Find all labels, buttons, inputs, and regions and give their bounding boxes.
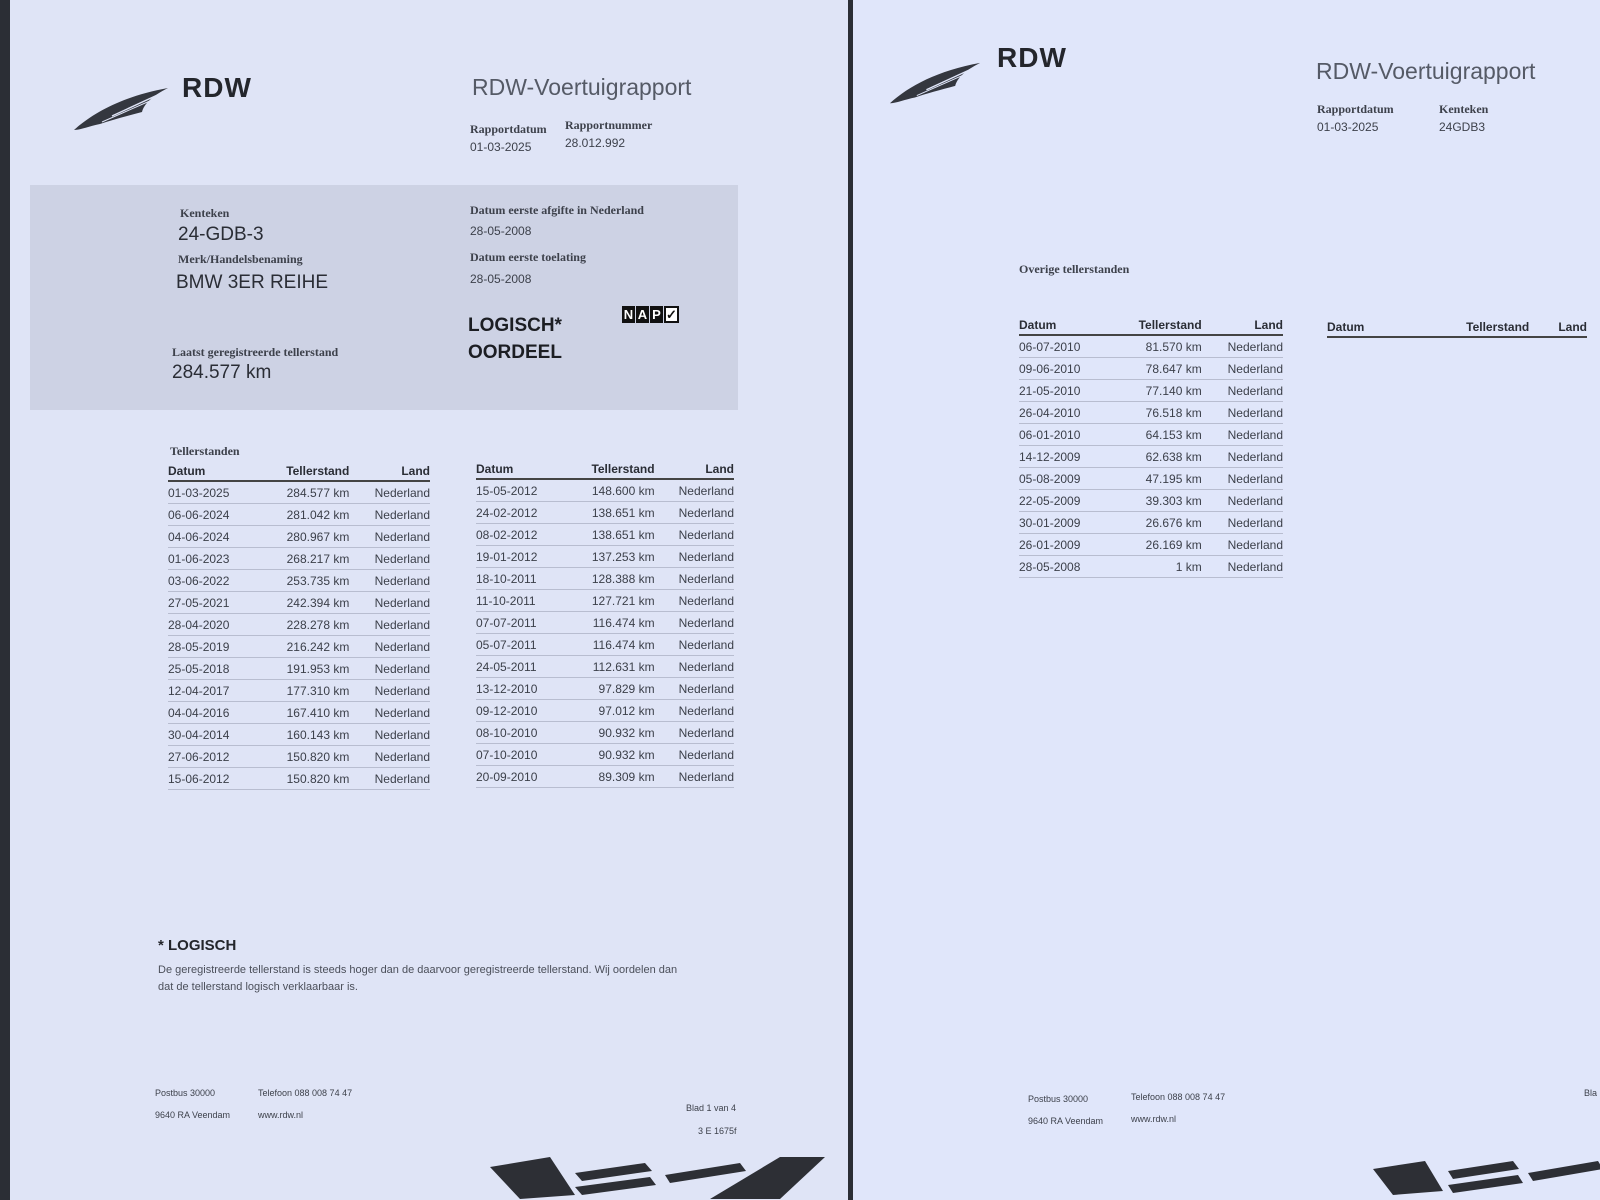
cell-tellerstand: 150.820 km: [257, 768, 349, 790]
cell-tellerstand: 216.242 km: [257, 636, 349, 658]
cell-datum: 06-07-2010: [1019, 335, 1109, 358]
kenteken-value: 24GDB3: [1439, 120, 1486, 134]
table-row: [168, 614, 430, 636]
rapportnummer-label: Rapportnummer: [565, 118, 653, 132]
nap-letter-a: A: [637, 307, 648, 322]
rapportdatum-value: 01-03-2025: [1317, 120, 1379, 134]
cell-datum: 28-04-2020: [168, 614, 257, 636]
table-row: [168, 768, 430, 790]
cell-datum: 28-05-2008: [1019, 556, 1109, 578]
column-header-datum: Datum: [1019, 316, 1109, 335]
report-title: RDW-Voertuigrapport: [472, 74, 692, 100]
cell-datum: 15-06-2012: [168, 768, 257, 790]
table-row: [168, 504, 430, 526]
table-row: [1019, 512, 1283, 534]
cell-land: Nederland: [655, 722, 734, 744]
note-text-line-1: De geregistreerde tellerstand is steeds hoger dan de daarvoor geregistreerde tellerstand. Wij oordelen dan: [158, 964, 678, 976]
cell-tellerstand: 90.932 km: [564, 722, 655, 744]
cell-tellerstand: 97.829 km: [564, 678, 655, 700]
cell-land: Nederland: [655, 700, 734, 722]
rdw-logo-text: RDW: [182, 72, 252, 103]
table-row: [1019, 556, 1283, 578]
table-row: [1019, 446, 1283, 468]
cell-land: Nederland: [1202, 534, 1283, 556]
cell-tellerstand: 62.638 km: [1109, 446, 1202, 468]
table-row: [168, 658, 430, 680]
column-header-tellerstand: Tellerstand: [257, 462, 349, 481]
cell-tellerstand: 160.143 km: [257, 724, 349, 746]
table-row: [168, 636, 430, 658]
report-title: RDW-Voertuigrapport: [1316, 58, 1536, 84]
table-row: [476, 546, 734, 568]
cell-tellerstand: 116.474 km: [564, 634, 655, 656]
table-row: [476, 678, 734, 700]
cell-land: Nederland: [349, 724, 430, 746]
nap-letter-n: N: [623, 307, 634, 322]
cell-tellerstand: 167.410 km: [257, 702, 349, 724]
cell-datum: 24-05-2011: [476, 656, 564, 678]
cell-land: Nederland: [655, 568, 734, 590]
cell-land: Nederland: [655, 524, 734, 546]
tellerstanden-table-right: [476, 460, 734, 788]
table-row: [168, 592, 430, 614]
cell-datum: 26-01-2009: [1019, 534, 1109, 556]
cell-land: Nederland: [1202, 446, 1283, 468]
cell-land: Nederland: [349, 614, 430, 636]
cell-tellerstand: 228.278 km: [257, 614, 349, 636]
table-row: [1019, 490, 1283, 512]
cell-datum: 30-04-2014: [168, 724, 257, 746]
cell-tellerstand: 150.820 km: [257, 746, 349, 768]
cell-land: Nederland: [1202, 512, 1283, 534]
rapportnummer-value: 28.012.992: [565, 136, 626, 150]
cell-datum: 09-12-2010: [476, 700, 564, 722]
cell-land: Nederland: [349, 768, 430, 790]
cell-land: Nederland: [1202, 402, 1283, 424]
tellerstanden-title: Tellerstanden: [170, 444, 240, 458]
footer-page-number: Bla: [1584, 1088, 1598, 1098]
rapportdatum-label: Rapportdatum: [470, 122, 547, 136]
table-row: [476, 590, 734, 612]
cell-land: Nederland: [655, 634, 734, 656]
rdw-stripes-decoration: [480, 1155, 840, 1200]
cell-tellerstand: 76.518 km: [1109, 402, 1202, 424]
rapportdatum-label: Rapportdatum: [1317, 102, 1394, 116]
footer-postbus: Postbus 30000: [155, 1088, 216, 1098]
table-row: [476, 524, 734, 546]
cell-datum: 30-01-2009: [1019, 512, 1109, 534]
table-row: [1019, 424, 1283, 446]
oordeel-line-2: OORDEEL: [468, 342, 562, 363]
cell-tellerstand: 26.169 km: [1109, 534, 1202, 556]
cell-datum: 21-05-2010: [1019, 380, 1109, 402]
cell-tellerstand: 148.600 km: [564, 479, 655, 502]
footer-website-link[interactable]: www.rdw.nl: [258, 1110, 304, 1120]
overige-title: Overige tellerstanden: [1019, 262, 1130, 276]
cell-land: Nederland: [1202, 490, 1283, 512]
cell-land: Nederland: [655, 590, 734, 612]
overige-tellerstanden-table: [1019, 316, 1283, 578]
footer-page-number: Blad 1 van 4: [686, 1103, 737, 1113]
footer-city: 9640 RA Veendam: [155, 1110, 231, 1120]
cell-tellerstand: 78.647 km: [1109, 358, 1202, 380]
report-page-1: [10, 0, 848, 1200]
cell-tellerstand: 64.153 km: [1109, 424, 1202, 446]
kenteken-label: Kenteken: [180, 206, 230, 220]
cell-tellerstand: 268.217 km: [257, 548, 349, 570]
tellerstanden-table-left: [168, 462, 430, 790]
cell-tellerstand: 138.651 km: [564, 502, 655, 524]
cell-datum: 13-12-2010: [476, 678, 564, 700]
report-page-2: [853, 0, 1600, 1200]
footer-website-link[interactable]: www.rdw.nl: [1131, 1114, 1177, 1124]
merk-label: Merk/Handelsbenaming: [178, 252, 303, 266]
table-row: [1019, 534, 1283, 556]
table-row: [1019, 380, 1283, 402]
table-row: [476, 656, 734, 678]
footer-document-code: 3 E 1675f: [698, 1126, 737, 1136]
cell-datum: 01-03-2025: [168, 481, 257, 504]
afgifte-label: Datum eerste afgifte in Nederland: [470, 203, 644, 217]
column-header-datum: Datum: [476, 460, 564, 479]
cell-tellerstand: 242.394 km: [257, 592, 349, 614]
cell-datum: 08-02-2012: [476, 524, 564, 546]
footer-postbus: Postbus 30000: [1028, 1094, 1089, 1104]
cell-datum: 05-07-2011: [476, 634, 564, 656]
table-row: [168, 548, 430, 570]
cell-land: Nederland: [655, 656, 734, 678]
footer-phone: Telefoon 088 008 74 47: [1131, 1092, 1226, 1102]
cell-datum: 24-02-2012: [476, 502, 564, 524]
nap-badge: [622, 306, 679, 323]
rdw-feather-icon: [72, 86, 172, 134]
empty-tellerstanden-table: [1327, 318, 1587, 338]
rdw-logo-text: RDW: [997, 42, 1067, 73]
table-row: [1019, 358, 1283, 380]
note-text: [158, 962, 758, 996]
nap-letter-p: P: [650, 306, 663, 323]
column-header-land: Land: [1202, 316, 1283, 335]
laatst-value: 284.577 km: [172, 362, 272, 383]
table-row: [476, 568, 734, 590]
cell-land: Nederland: [349, 592, 430, 614]
cell-datum: 27-06-2012: [168, 746, 257, 768]
column-header-tellerstand: Tellerstand: [1402, 318, 1529, 337]
vehicle-summary-panel: [30, 185, 738, 410]
cell-land: Nederland: [655, 479, 734, 502]
oordeel-line-1: LOGISCH*: [468, 315, 562, 336]
cell-land: Nederland: [1202, 556, 1283, 578]
table-row: [476, 479, 734, 502]
table-row: [168, 570, 430, 592]
note-title: * LOGISCH: [158, 937, 237, 954]
cell-datum: 07-07-2011: [476, 612, 564, 634]
toelating-label: Datum eerste toelating: [470, 250, 586, 264]
cell-tellerstand: 112.631 km: [564, 656, 655, 678]
merk-value: BMW 3ER REIHE: [176, 272, 329, 293]
cell-datum: 04-04-2016: [168, 702, 257, 724]
cell-tellerstand: 97.012 km: [564, 700, 655, 722]
cell-datum: 20-09-2010: [476, 766, 564, 788]
cell-land: Nederland: [349, 702, 430, 724]
cell-land: Nederland: [349, 548, 430, 570]
column-header-land: Land: [349, 462, 430, 481]
cell-tellerstand: 116.474 km: [564, 612, 655, 634]
cell-tellerstand: 77.140 km: [1109, 380, 1202, 402]
footer-phone: Telefoon 088 008 74 47: [258, 1088, 353, 1098]
kenteken-value: 24-GDB-3: [178, 224, 264, 245]
footer-city: 9640 RA Veendam: [1028, 1116, 1104, 1126]
cell-tellerstand: 177.310 km: [257, 680, 349, 702]
checkmark-icon: ✓: [664, 306, 679, 323]
cell-land: Nederland: [655, 678, 734, 700]
cell-datum: 05-08-2009: [1019, 468, 1109, 490]
column-header-datum: Datum: [168, 462, 257, 481]
table-row: [1019, 335, 1283, 358]
cell-datum: 09-06-2010: [1019, 358, 1109, 380]
cell-datum: 14-12-2009: [1019, 446, 1109, 468]
cell-datum: 06-01-2010: [1019, 424, 1109, 446]
cell-land: Nederland: [1202, 358, 1283, 380]
cell-datum: 25-05-2018: [168, 658, 257, 680]
cell-datum: 28-05-2019: [168, 636, 257, 658]
afgifte-value: 28-05-2008: [470, 224, 532, 238]
table-row: [168, 526, 430, 548]
table-row: [476, 722, 734, 744]
cell-land: Nederland: [349, 526, 430, 548]
cell-land: Nederland: [655, 546, 734, 568]
cell-land: Nederland: [349, 481, 430, 504]
cell-datum: 08-10-2010: [476, 722, 564, 744]
table-row: [476, 634, 734, 656]
cell-tellerstand: 90.932 km: [564, 744, 655, 766]
cell-tellerstand: 47.195 km: [1109, 468, 1202, 490]
table-row: [476, 744, 734, 766]
cell-land: Nederland: [655, 766, 734, 788]
cell-tellerstand: 81.570 km: [1109, 335, 1202, 358]
cell-datum: 12-04-2017: [168, 680, 257, 702]
column-header-tellerstand: Tellerstand: [1109, 316, 1202, 335]
column-header-land: Land: [655, 460, 734, 479]
cell-tellerstand: 1 km: [1109, 556, 1202, 578]
cell-tellerstand: 284.577 km: [257, 481, 349, 504]
table-row: [168, 680, 430, 702]
cell-tellerstand: 281.042 km: [257, 504, 349, 526]
cell-tellerstand: 137.253 km: [564, 546, 655, 568]
cell-land: Nederland: [1202, 380, 1283, 402]
cell-datum: 27-05-2021: [168, 592, 257, 614]
table-row: [476, 502, 734, 524]
cell-land: Nederland: [349, 504, 430, 526]
cell-tellerstand: 89.309 km: [564, 766, 655, 788]
cell-land: Nederland: [349, 746, 430, 768]
column-header-datum: Datum: [1327, 318, 1402, 337]
note-text-line-2: dat de tellerstand logisch verklaarbaar is.: [158, 981, 358, 993]
cell-datum: 15-05-2012: [476, 479, 564, 502]
cell-land: Nederland: [655, 744, 734, 766]
rdw-stripes-decoration: [1363, 1155, 1600, 1200]
table-row: [168, 724, 430, 746]
cell-land: Nederland: [349, 636, 430, 658]
cell-tellerstand: 128.388 km: [564, 568, 655, 590]
table-row: [168, 702, 430, 724]
cell-datum: 04-06-2024: [168, 526, 257, 548]
cell-land: Nederland: [349, 570, 430, 592]
table-row: [1019, 468, 1283, 490]
cell-land: Nederland: [1202, 424, 1283, 446]
column-header-tellerstand: Tellerstand: [564, 460, 655, 479]
cell-land: Nederland: [1202, 335, 1283, 358]
cell-datum: 22-05-2009: [1019, 490, 1109, 512]
cell-land: Nederland: [349, 658, 430, 680]
cell-tellerstand: 39.303 km: [1109, 490, 1202, 512]
table-row: [476, 700, 734, 722]
table-row: [168, 481, 430, 504]
cell-datum: 26-04-2010: [1019, 402, 1109, 424]
cell-tellerstand: 26.676 km: [1109, 512, 1202, 534]
cell-datum: 11-10-2011: [476, 590, 564, 612]
table-row: [476, 612, 734, 634]
kenteken-label: Kenteken: [1439, 102, 1489, 116]
column-header-land: Land: [1529, 318, 1587, 337]
rapportdatum-value: 01-03-2025: [470, 140, 532, 154]
cell-land: Nederland: [1202, 468, 1283, 490]
cell-tellerstand: 127.721 km: [564, 590, 655, 612]
cell-datum: 18-10-2011: [476, 568, 564, 590]
toelating-value: 28-05-2008: [470, 272, 532, 286]
cell-land: Nederland: [655, 612, 734, 634]
table-row: [476, 766, 734, 788]
cell-datum: 19-01-2012: [476, 546, 564, 568]
cell-tellerstand: 191.953 km: [257, 658, 349, 680]
cell-datum: 07-10-2010: [476, 744, 564, 766]
table-row: [1019, 402, 1283, 424]
cell-tellerstand: 253.735 km: [257, 570, 349, 592]
cell-land: Nederland: [655, 502, 734, 524]
rdw-feather-icon: [888, 60, 984, 108]
cell-land: Nederland: [349, 680, 430, 702]
table-row: [168, 746, 430, 768]
laatst-label: Laatst geregistreerde tellerstand: [172, 345, 339, 359]
cell-datum: 03-06-2022: [168, 570, 257, 592]
cell-datum: 01-06-2023: [168, 548, 257, 570]
cell-tellerstand: 138.651 km: [564, 524, 655, 546]
cell-datum: 06-06-2024: [168, 504, 257, 526]
cell-tellerstand: 280.967 km: [257, 526, 349, 548]
